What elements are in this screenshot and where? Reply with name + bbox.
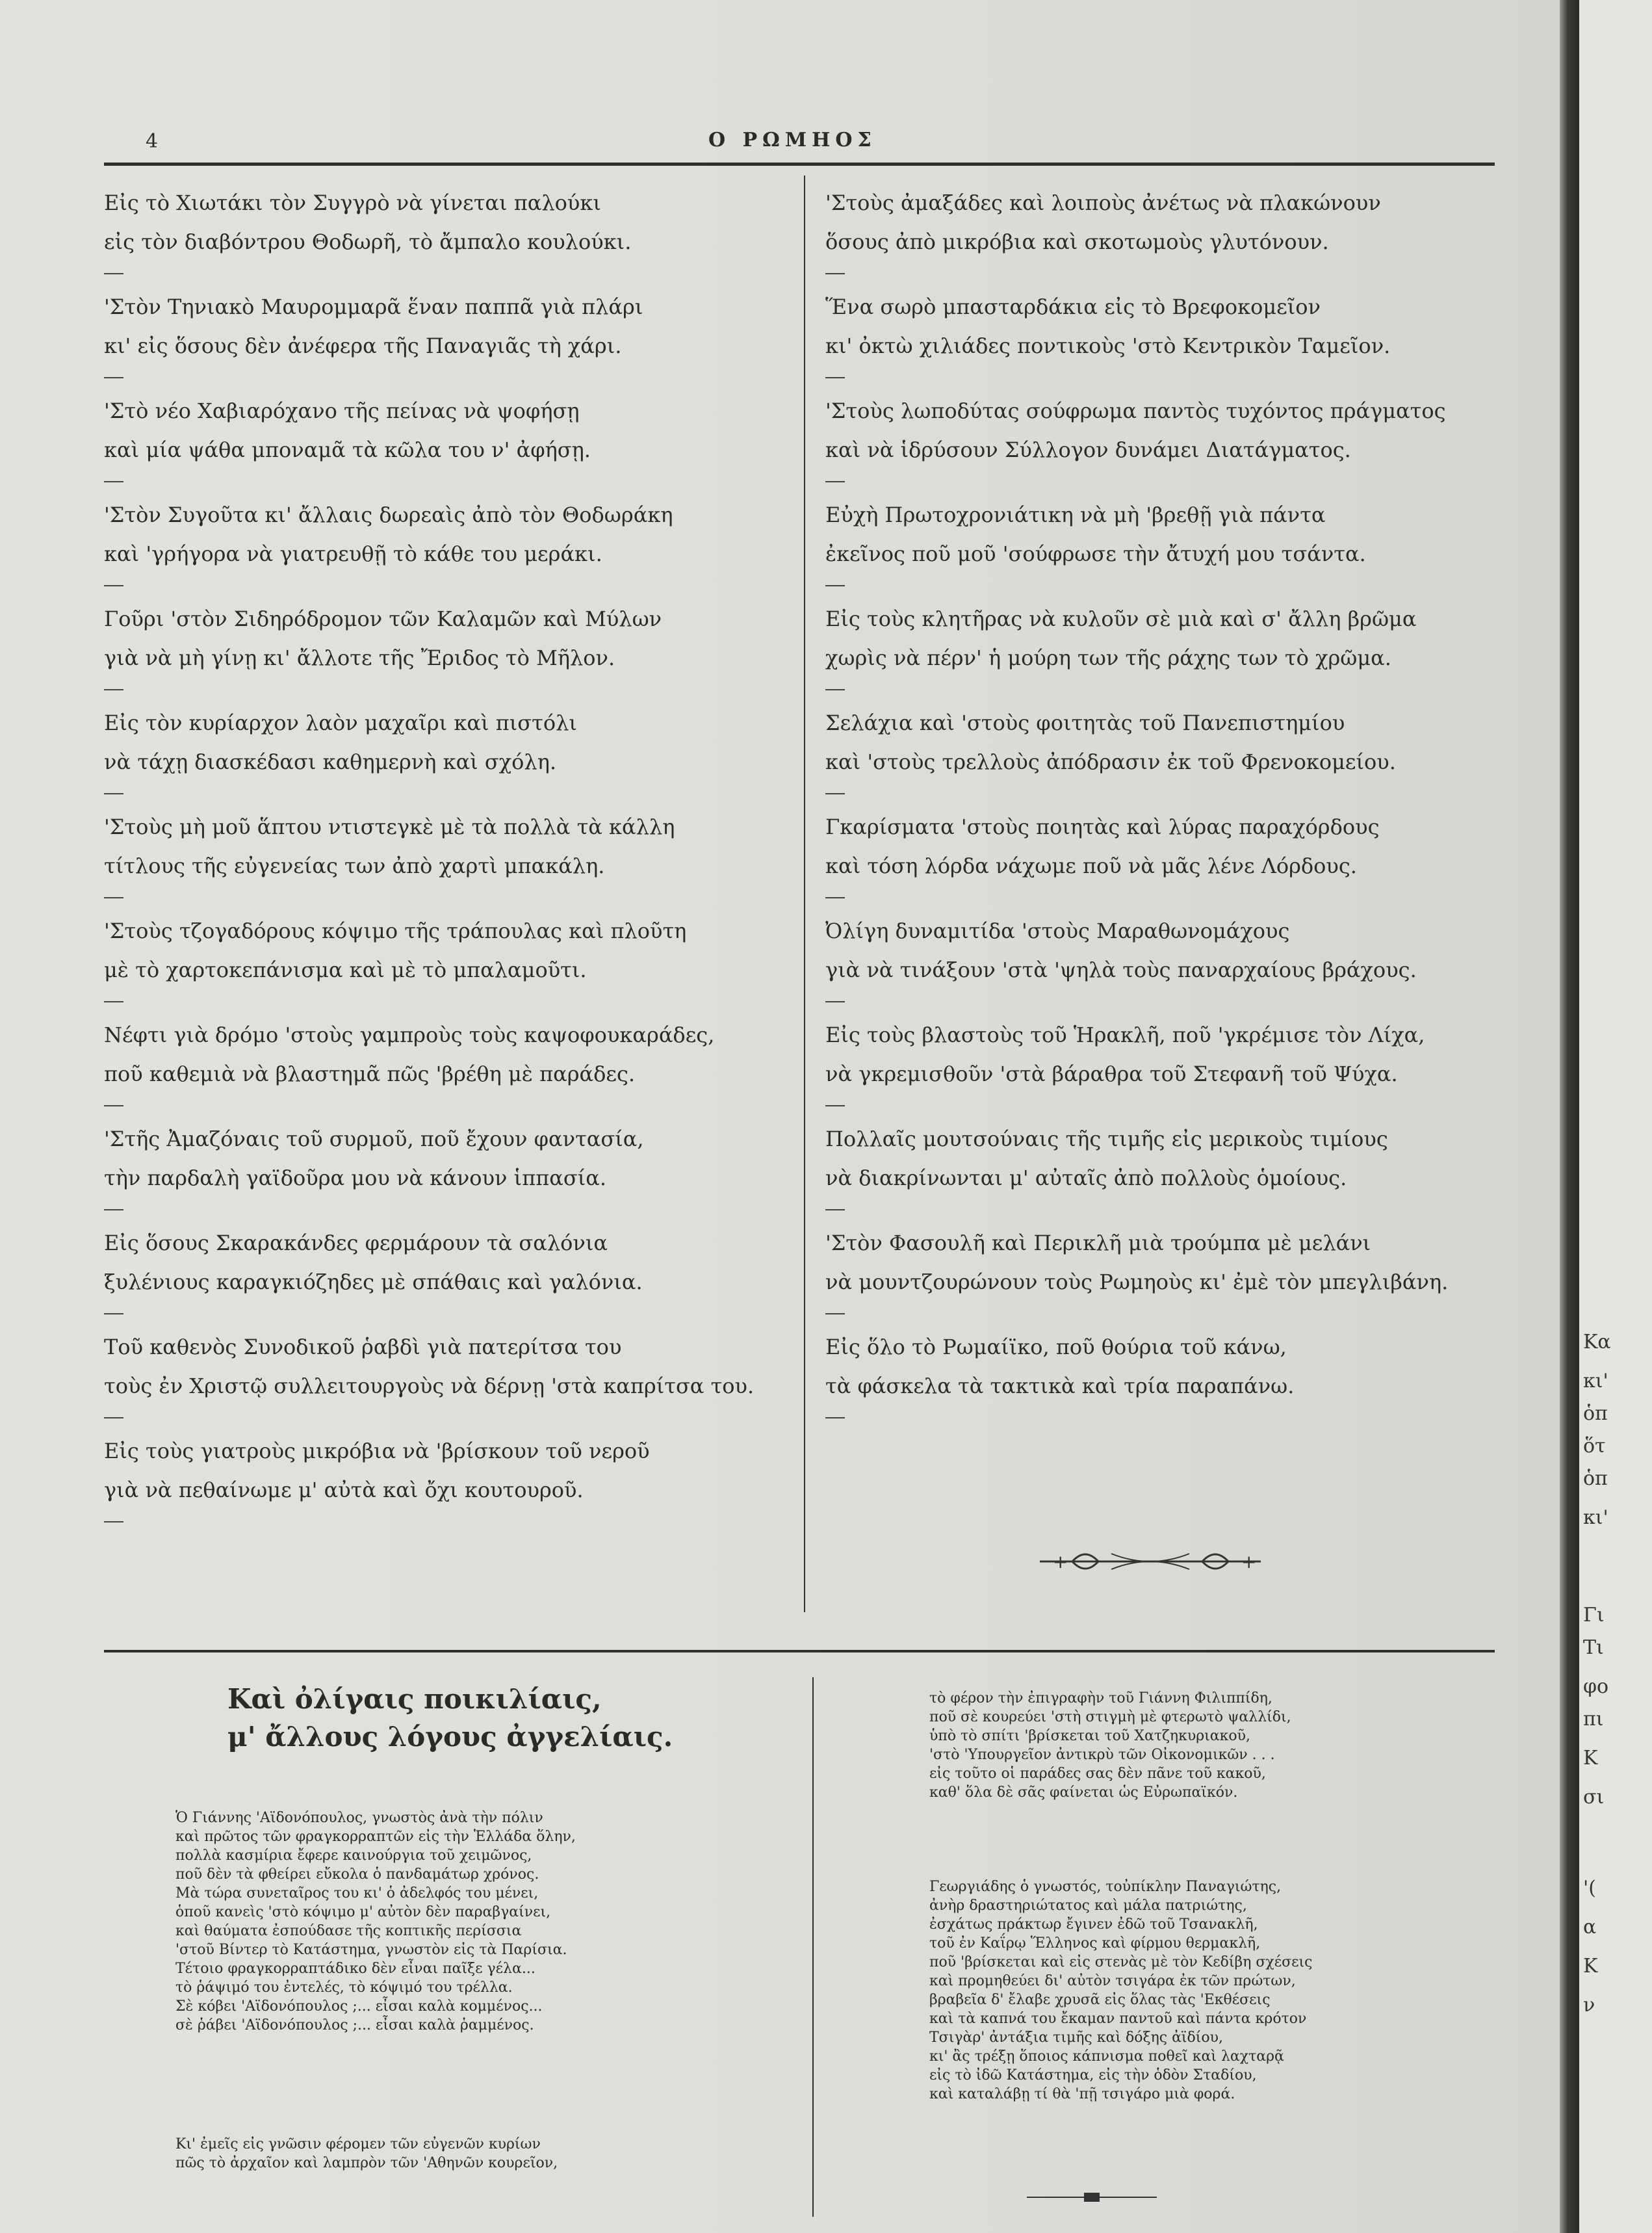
poem-stanza: [104, 1327, 786, 1418]
poem-stanza: [104, 1431, 786, 1522]
poem-line: τὴν παρδαλὴ γαϊδοῦρα μου νὰ κάνουν ἱππασία.: [104, 1166, 607, 1190]
poem-line: Εἰς τοὺς γιατροὺς μικρόβια νὰ 'βρίσκουν τοῦ νεροῦ: [104, 1439, 650, 1463]
poem-stanza: [825, 1223, 1547, 1314]
poem-line: Σελάχια καὶ 'στοὺς φοιτητὰς τοῦ Πανεπιστημίου: [825, 711, 1345, 735]
poem-line: Εἰς τοὺς βλαστοὺς τοῦ Ἡρακλῆ, ποῦ 'γκρέμισε τὸν Λίχα,: [825, 1023, 1425, 1047]
poem-stanza: [104, 703, 786, 794]
poem-line: Τοῦ καθενὸς Συνοδικοῦ ῥαβδὶ γιὰ πατερίτσα του: [104, 1335, 622, 1359]
adjacent-page-text: ὅτ: [1583, 1435, 1606, 1457]
advertisement-line: ποῦ 'βρίσκεται καὶ εἰς στενὰς μὲ τὸν Κεδίβη σχέσεις: [929, 1954, 1313, 1970]
advertisement-line: Τέτοιο φραγκορραπτάδικο δὲν εἶναι παῖξε γέλα...: [175, 1961, 536, 1977]
page-number: 4: [146, 130, 159, 153]
poem-stanza: [104, 1119, 786, 1210]
svg-text:+: +: [1241, 1551, 1257, 1573]
stanza-separator: [104, 1417, 123, 1418]
advertisement-line: καὶ τὰ καπνά του ἔκαμαν παντοῦ καὶ πάντα κρότον: [929, 2011, 1307, 2027]
poem-line: εἰς τὸν διαβόντρου Θοδωρῆ, τὸ ἄμπαλο κουλούκι.: [104, 229, 632, 254]
adjacent-page-text: Κα: [1583, 1331, 1611, 1353]
poem-line: χωρὶς νὰ πέρν' ἡ μούρη των τῆς ράχης των τὸ χρῶμα.: [825, 646, 1391, 670]
poem-stanza: [825, 703, 1547, 794]
adjacent-page-fragment: [1579, 0, 1652, 2233]
poem-stanza: [825, 599, 1547, 690]
poem-stanza: [104, 599, 786, 690]
advertisement-line: Τσιγὰρ' ἀντάξια τιμῆς καὶ δόξης ἀϊδίου,: [929, 2030, 1224, 2046]
poem-line: ἐκεῖνος ποῦ μοῦ 'σούφρωσε τὴν ἄτυχή μου τσάντα.: [825, 542, 1366, 566]
svg-text:+: +: [1053, 1551, 1068, 1573]
poem-line: γιὰ νὰ τινάξουν 'στὰ 'ψηλὰ τοὺς παναρχαίους βράχους.: [825, 958, 1417, 982]
poem-line: Πολλαῖς μουτσούναις τῆς τιμῆς εἰς μερικοὺς τιμίους: [825, 1127, 1388, 1151]
advertisement-line: τὸ φέρον τὴν ἐπιγραφὴν τοῦ Γιάννη Φιλιππίδη,: [929, 1690, 1272, 1706]
poem-stanza: [825, 287, 1547, 378]
advertisement-line: καὶ καταλάβῃ τί θὰ 'πῇ τσιγάρο μιὰ φορά.: [929, 2086, 1235, 2102]
adjacent-page-text: α: [1583, 1916, 1597, 1939]
poem-stanza: [104, 911, 786, 1002]
poem-stanza: [825, 1119, 1547, 1210]
advertisement-line: σὲ ῥάβει 'Αϊδονόπουλος ;... εἶσαι καλὰ ῥαμμένος.: [175, 2017, 534, 2033]
adjacent-page-text: Γι: [1583, 1604, 1605, 1626]
stanza-separator: [825, 585, 845, 586]
stanza-separator: [825, 377, 845, 378]
stanza-separator: [104, 481, 123, 482]
poem-line: τοὺς ἐν Χριστῷ συλλειτουργοὺς νὰ δέρνῃ 'στὰ καπρίτσα του.: [104, 1374, 755, 1398]
advertisement-line: καθ' ὅλα δὲ σᾶς φαίνεται ὡς Εὐρωπαϊκόν.: [929, 1784, 1238, 1801]
binding-shadow: [1560, 0, 1579, 2233]
poem-line: γιὰ νὰ πεθαίνωμε μ' αὐτὰ καὶ ὄχι κουτουροῦ.: [104, 1478, 584, 1502]
advertisement-line: ὑπὸ τὸ σπίτι 'βρίσκεται τοῦ Χατζηκυριακοῦ,: [929, 1728, 1250, 1744]
adjacent-page-text: Κ: [1583, 1747, 1598, 1769]
advertisement-line: Σὲ κόβει 'Αϊδονόπουλος ;... εἶσαι καλὰ κομμένος...: [175, 1998, 543, 2015]
poem-line: τίτλους τῆς εὐγενείας των ἀπὸ χαρτὶ μπακάλη.: [104, 854, 605, 878]
poem-line: γιὰ νὰ μὴ γίνῃ κι' ἄλλοτε τῆς Ἔριδος τὸ Μῆλον.: [104, 646, 615, 670]
advertisement-line: ἀνὴρ δραστηριώτατος καὶ μάλα πατριώτης,: [929, 1898, 1247, 1914]
stanza-separator: [825, 793, 845, 794]
poem-line: Ἕνα σωρὸ μπασταρδάκια εἰς τὸ Βρεφοκομεῖον: [825, 294, 1321, 319]
poem-line: νὰ μουντζουρώνουν τοὺς Ρωμηοὺς κι' ἐμὲ τὸν μπεγλιβάνη.: [825, 1270, 1449, 1294]
advertisement-line: εἰς τοῦτο οἱ παράδες σας δὲν πᾶνε τοῦ κακοῦ,: [929, 1766, 1266, 1782]
poem-stanza: [104, 391, 786, 482]
adjacent-page-text: κι': [1583, 1506, 1608, 1529]
ornament-divider: [1033, 1542, 1267, 1581]
advertisement-line: 'στοῦ Βίντερ τὸ Κατάστημα, γνωστὸν εἰς τὰ Παρίσια.: [175, 1942, 567, 1958]
stanza-separator: [104, 1001, 123, 1002]
poem-line: νὰ τάχῃ διασκέδασι καθημερνὴ καὶ σχόλη.: [104, 750, 557, 774]
poem-line: νὰ διακρίνωνται μ' αὐταῖς ἀπὸ πολλοὺς ὁμοίους.: [825, 1166, 1347, 1190]
stanza-separator: [825, 1209, 845, 1210]
poem-stanza: [104, 183, 786, 274]
poem-line: καὶ 'στοὺς τρελλοὺς ἀπόδρασιν ἐκ τοῦ Φρενοκομείου.: [825, 750, 1396, 774]
poem-line: καὶ μία ψάθα μποναμᾶ τὰ κῶλα του ν' ἀφήσῃ.: [104, 437, 591, 462]
stanza-separator: [825, 897, 845, 898]
stanza-separator: [104, 585, 123, 586]
advertisement-line: Μὰ τώρα συνεταῖρος του κι' ὁ ἀδελφός του μένει,: [175, 1885, 539, 1901]
advertisement-line: ὁποῦ κανεὶς 'στὸ κόψιμο μ' αὐτὸν δὲν παραβγαίνει,: [175, 1904, 551, 1920]
stanza-separator: [825, 689, 845, 690]
advertisement-line: καὶ θαύματα ἐσπούδασε τῆς κοπτικῆς περίσσια: [175, 1923, 522, 1939]
poem-stanza: [825, 1015, 1547, 1106]
poem-line: 'Στοὺς τζογαδόρους κόψιμο τῆς τράπουλας καὶ πλοῦτη: [104, 919, 687, 943]
poem-line: ποῦ καθεμιὰ νὰ βλαστημᾶ πῶς 'βρέθη μὲ παράδες.: [104, 1062, 636, 1086]
poem-stanza: [104, 495, 786, 586]
advertisement-line: Κι' ἐμεῖς εἰς γνῶσιν φέρομεν τῶν εὐγενῶν κυρίων: [175, 2136, 541, 2152]
poem-stanza: [825, 807, 1547, 898]
stanza-separator: [825, 273, 845, 274]
advertisement-heading: [227, 1680, 673, 1756]
header-rule: [104, 163, 1495, 166]
adjacent-page-text: σι: [1583, 1786, 1605, 1809]
stanza-separator: [825, 1105, 845, 1106]
poem-line: κι' ὀκτὼ χιλιάδες ποντικοὺς 'στὸ Κεντρικὸν Ταμεῖον.: [825, 333, 1391, 358]
ad-column-divider: [812, 1677, 814, 2217]
adjacent-page-text: Τι: [1583, 1636, 1604, 1659]
poem-line: νὰ γκρεμισθοῦν 'στὰ βάραθρα τοῦ Στεφανῆ τοῦ Ψύχα.: [825, 1062, 1398, 1086]
advertisement-line: καὶ προμηθεύει δι' αὐτὸν τσιγάρα ἐκ τῶν πρώτων,: [929, 1973, 1296, 1989]
poem-line: τὰ φάσκελα τὰ τακτικὰ καὶ τρία παραπάνω.: [825, 1374, 1295, 1398]
stanza-separator: [825, 1313, 845, 1314]
advertisement-line: Ὁ Γιάννης 'Αϊδονόπουλος, γνωστὸς ἀνὰ τὴν πόλιν: [175, 1810, 543, 1826]
ad-end-ornament: [1027, 2189, 1157, 2205]
poem-line: 'Στοὺς ἀμαξάδες καὶ λοιποὺς ἀνέτως νὰ πλακώνουν: [825, 190, 1381, 215]
stanza-separator: [104, 1209, 123, 1210]
column-divider: [804, 176, 805, 1612]
advertisement-right-paragraph-2: [929, 1877, 1313, 2104]
poem-line: μὲ τὸ χαρτοκεπάνισμα καὶ μὲ τὸ μπαλαμοῦτι.: [104, 958, 587, 982]
stanza-separator: [104, 377, 123, 378]
poem-stanza: [825, 183, 1547, 274]
stanza-separator: [825, 1417, 845, 1418]
poem-line: καὶ τόση λόρδα νάχωμε ποῦ νὰ μᾶς λένε Λόρδους.: [825, 854, 1357, 878]
section-rule: [104, 1650, 1495, 1652]
poem-stanza: [104, 1223, 786, 1314]
poem-line: 'Στῆς Ἀμαζόναις τοῦ συρμοῦ, ποῦ ἔχουν φαντασία,: [104, 1127, 644, 1151]
adjacent-page-text: ὁπ: [1583, 1402, 1608, 1425]
poem-line: κι' εἰς ὅσους δὲν ἀνέφερα τῆς Παναγιᾶς τὴ χάρι.: [104, 333, 622, 358]
adjacent-page-text: '(: [1583, 1877, 1596, 1900]
poem-line: 'Στοὺς λωποδύτας σούφρωμα παντὸς τυχόντος πράγματος: [825, 398, 1446, 423]
adjacent-page-text: ν: [1583, 1994, 1595, 2017]
poem-line: Ὀλίγη δυναμιτίδα 'στοὺς Μαραθωνομάχους: [825, 919, 1290, 943]
poem-line: Εἰς τὸν κυρίαρχον λαὸν μαχαῖρι καὶ πιστόλι: [104, 711, 577, 735]
advertisement-line: κι' ἂς τρέξῃ ὅποιος κάπνισμα ποθεῖ καὶ λαχταρᾷ: [929, 2048, 1284, 2065]
poem-line: 'Στὸν Φασουλῆ καὶ Περικλῆ μιὰ τρούμπα μὲ μελάνι: [825, 1231, 1371, 1255]
adjacent-page-text: φο: [1583, 1675, 1609, 1698]
stanza-separator: [104, 897, 123, 898]
poem-line: 'Στὸν Συγοῦτα κι' ἄλλαις δωρεαὶς ἀπὸ τὸν Θοδωράκη: [104, 503, 673, 527]
poem-line: Γκαρίσματα 'στοὺς ποιητὰς καὶ λύρας παραχόρδους: [825, 815, 1380, 839]
adjacent-page-text: πι: [1583, 1708, 1604, 1730]
poem-left-column: [104, 183, 786, 1535]
poem-line: 'Στὸ νέο Χαβιαρόχανο τῆς πείνας νὰ ψοφήσῃ: [104, 398, 580, 423]
advertisement-line: τὸ ῥάψιμό του ἐντελές, τὸ κόψιμό του τρέλλα.: [175, 1979, 513, 1996]
advertisement-line: ποῦ σὲ κουρεύει 'στὴ στιγμὴ μὲ φτερωτὸ ψαλλίδι,: [929, 1709, 1291, 1725]
advertisement-right-paragraph-1: [929, 1689, 1291, 1802]
poem-stanza: [104, 807, 786, 898]
adjacent-page-text: κι': [1583, 1370, 1608, 1392]
poem-line: Γοῦρι 'στὸν Σιδηρόδρομον τῶν Καλαμῶν καὶ Μύλων: [104, 607, 662, 631]
stanza-separator: [825, 481, 845, 482]
poem-stanza: [825, 1327, 1547, 1418]
poem-line: ὅσους ἀπὸ μικρόβια καὶ σκοτωμοὺς γλυτόνουν.: [825, 229, 1329, 254]
stanza-separator: [104, 793, 123, 794]
poem-line: ξυλένιους καραγκιόζηδες μὲ σπάθαις καὶ γαλόνια.: [104, 1270, 643, 1294]
stanza-separator: [104, 273, 123, 274]
advertisement-line: τοῦ ἐν Καΐρῳ Ἕλληνος καὶ φίρμου θερμακλῆ,: [929, 1935, 1261, 1952]
poem-line: 'Στοὺς μὴ μοῦ ἅπτου ντιστεγκὲ μὲ τὰ πολλὰ τὰ κάλλη: [104, 815, 675, 839]
advertisement-line: πολλὰ κασμίρια ἔφερε καινούργια τοῦ χειμῶνος,: [175, 1848, 532, 1864]
poem-stanza: [104, 287, 786, 378]
poem-line: Νέφτι γιὰ δρόμο 'στοὺς γαμπροὺς τοὺς καψοφουκαράδες,: [104, 1023, 715, 1047]
advertisement-line: Γεωργιάδης ὁ γνωστός, τοὐπίκλην Παναγιώτης,: [929, 1879, 1282, 1895]
stanza-separator: [825, 1001, 845, 1002]
poem-line: Εὐχὴ Πρωτοχρονιάτικη νὰ μὴ 'βρεθῇ γιὰ πάντα: [825, 503, 1326, 527]
poem-line: Εἰς ὅσους Σκαρακάνδες φερμάρουν τὰ σαλόνια: [104, 1231, 608, 1255]
advertisement-line: εἰς τὸ ἰδῶ Κατάστημα, εἰς τὴν ὁδὸν Σταδίου,: [929, 2067, 1257, 2083]
poem-stanza: [825, 391, 1547, 482]
advertisement-line: βραβεῖα δ' ἔλαβε χρυσᾶ εἰς ὅλας τὰς 'Εκθέσεις: [929, 1992, 1271, 2008]
poem-line: Εἰς τὸ Χιωτάκι τὸν Συγγρὸ νὰ γίνεται παλούκι: [104, 190, 601, 215]
advertisement-line: 'στὸ 'Υπουργεῖον ἀντικρὺ τῶν Οἰκονομικῶν . . .: [929, 1747, 1275, 1763]
stanza-separator: [104, 1313, 123, 1314]
poem-stanza: [825, 911, 1547, 1002]
poem-line: καὶ 'γρήγορα νὰ γιατρευθῇ τὸ κάθε του μεράκι.: [104, 542, 602, 566]
adjacent-page-text: Κ: [1583, 1955, 1598, 1978]
advertisement-line: καὶ πρῶτος τῶν φραγκορραπτῶν εἰς τὴν Ἑλλάδα ὅλην,: [175, 1829, 576, 1845]
poem-line: Εἰς ὅλο τὸ Ρωμαίϊκο, ποῦ θούρια τοῦ κάνω,: [825, 1335, 1287, 1359]
advertisement-heading-line-2: μ' ἄλλους λόγους ἀγγελίαις.: [227, 1721, 673, 1753]
stanza-separator: [104, 1105, 123, 1106]
advertisement-line: ποῦ δὲν τὰ φθείρει εὔκολα ὁ πανδαμάτωρ χρόνος.: [175, 1866, 539, 1883]
poem-stanza: [104, 1015, 786, 1106]
advertisement-left-paragraph-1: [175, 1809, 576, 2035]
advertisement-left-paragraph-2: [175, 2135, 558, 2173]
newspaper-title: Ο ΡΩΜΗΟΣ: [708, 129, 877, 151]
stanza-separator: [104, 1521, 123, 1522]
advertisement-line: ἐσχάτως πράκτωρ ἔγινεν ἐδῶ τοῦ Τσανακλῆ,: [929, 1916, 1258, 1933]
advertisement-line: πῶς τὸ ἀρχαῖον καὶ λαμπρὸν τῶν 'Αθηνῶν κουρεῖον,: [175, 2155, 558, 2171]
poem-line: 'Στὸν Τηνιακὸ Μαυρομμαρᾶ ἕναν παππᾶ γιὰ πλάρι: [104, 294, 643, 319]
poem-stanza: [825, 495, 1547, 586]
adjacent-page-text: ὁπ: [1583, 1467, 1608, 1490]
advertisement-heading-line-1: Καὶ ὀλίγαις ποικιλίαις,: [227, 1683, 602, 1715]
stanza-separator: [104, 689, 123, 690]
poem-line: Εἰς τοὺς κλητῆρας νὰ κυλοῦν σὲ μιὰ καὶ σ' ἄλλη βρῶμα: [825, 607, 1417, 631]
poem-right-column: [825, 183, 1547, 1431]
poem-line: καὶ νὰ ἱδρύσουν Σύλλογον δυνάμει Διατάγματος.: [825, 437, 1351, 462]
